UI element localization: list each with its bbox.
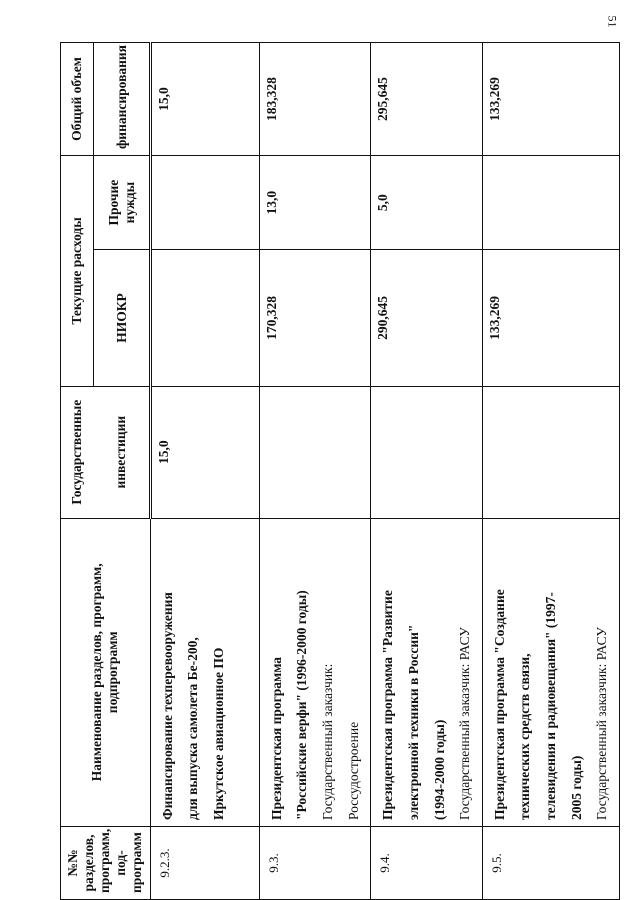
header-total-bottom: финансирования bbox=[94, 43, 150, 156]
rotated-sheet bbox=[60, 42, 620, 900]
row-invest bbox=[259, 386, 371, 518]
row-number: 9.2.3. bbox=[150, 827, 259, 900]
row-number: 9.3. bbox=[259, 827, 371, 900]
row-name bbox=[371, 518, 483, 826]
row-total: 295,645 bbox=[371, 43, 483, 156]
row-name-line: технических средств связи, bbox=[517, 653, 533, 821]
row-customer-line: Государственный заказчик: РАСУ bbox=[594, 627, 610, 821]
row-other: 5,0 bbox=[371, 156, 483, 250]
header-name: Наименование разделов, программ, подпрограмм bbox=[61, 518, 151, 826]
row-other bbox=[150, 156, 259, 250]
row-name-line: (1994-2000 годы) bbox=[431, 719, 447, 821]
row-name-line: "Российские верфи" (1996-2000 годы) bbox=[294, 590, 310, 821]
header-current-expenses: Текущие расходы bbox=[61, 156, 94, 387]
row-invest bbox=[371, 386, 483, 518]
row-customer-line: Государственный заказчик: РАСУ bbox=[457, 627, 473, 821]
table-row bbox=[259, 43, 371, 900]
row-name bbox=[259, 518, 371, 826]
row-name-line: Финансирование техперевооружения bbox=[159, 592, 175, 821]
row-customer-line: Россудостроение bbox=[345, 721, 361, 821]
header-invest-bottom: инвестиции bbox=[94, 386, 150, 518]
row-name-line: 2005 годы) bbox=[568, 755, 584, 821]
row-total: 133,269 bbox=[482, 43, 619, 156]
row-customer-line: Государственный заказчик: bbox=[319, 663, 335, 821]
row-invest bbox=[482, 386, 619, 518]
row-number: 9.5. bbox=[482, 827, 619, 900]
row-name-line: телевидения и радиовещания" (1997- bbox=[543, 592, 559, 821]
header-section-number: №№ разделов, программ, под-программ bbox=[61, 827, 151, 900]
table-row bbox=[150, 43, 259, 900]
row-name-line: электронной техники в России" bbox=[405, 624, 421, 821]
row-name-line: для выпуска самолета Бе-200, bbox=[185, 637, 201, 821]
header-other-needs: Прочие нужды bbox=[94, 156, 150, 250]
row-name-line: Президентская программа bbox=[268, 656, 284, 821]
row-name-line: Иркутское авиационное ПО bbox=[210, 647, 226, 821]
page-number: 51 bbox=[605, 15, 620, 28]
row-name-line: Президентская программа "Создание bbox=[491, 589, 507, 821]
row-niokr bbox=[150, 250, 259, 387]
row-name bbox=[150, 518, 259, 826]
table-row bbox=[482, 43, 619, 900]
row-niokr: 133,269 bbox=[482, 250, 619, 387]
table-row bbox=[371, 43, 483, 900]
row-invest: 15,0 bbox=[150, 386, 259, 518]
header-invest-top: Государственные bbox=[61, 386, 94, 518]
header-total-top: Общий объем bbox=[61, 43, 94, 156]
row-niokr: 170,328 bbox=[259, 250, 371, 387]
row-other: 13,0 bbox=[259, 156, 371, 250]
financing-table bbox=[60, 42, 620, 900]
row-other bbox=[482, 156, 619, 250]
row-niokr: 290,645 bbox=[371, 250, 483, 387]
row-name bbox=[482, 518, 619, 826]
header-niokr: НИОКР bbox=[94, 250, 150, 387]
row-total: 15,0 bbox=[150, 43, 259, 156]
row-name-line: Президентская программа "Развитие bbox=[380, 590, 396, 821]
row-total: 183,328 bbox=[259, 43, 371, 156]
row-number: 9.4. bbox=[371, 827, 483, 900]
